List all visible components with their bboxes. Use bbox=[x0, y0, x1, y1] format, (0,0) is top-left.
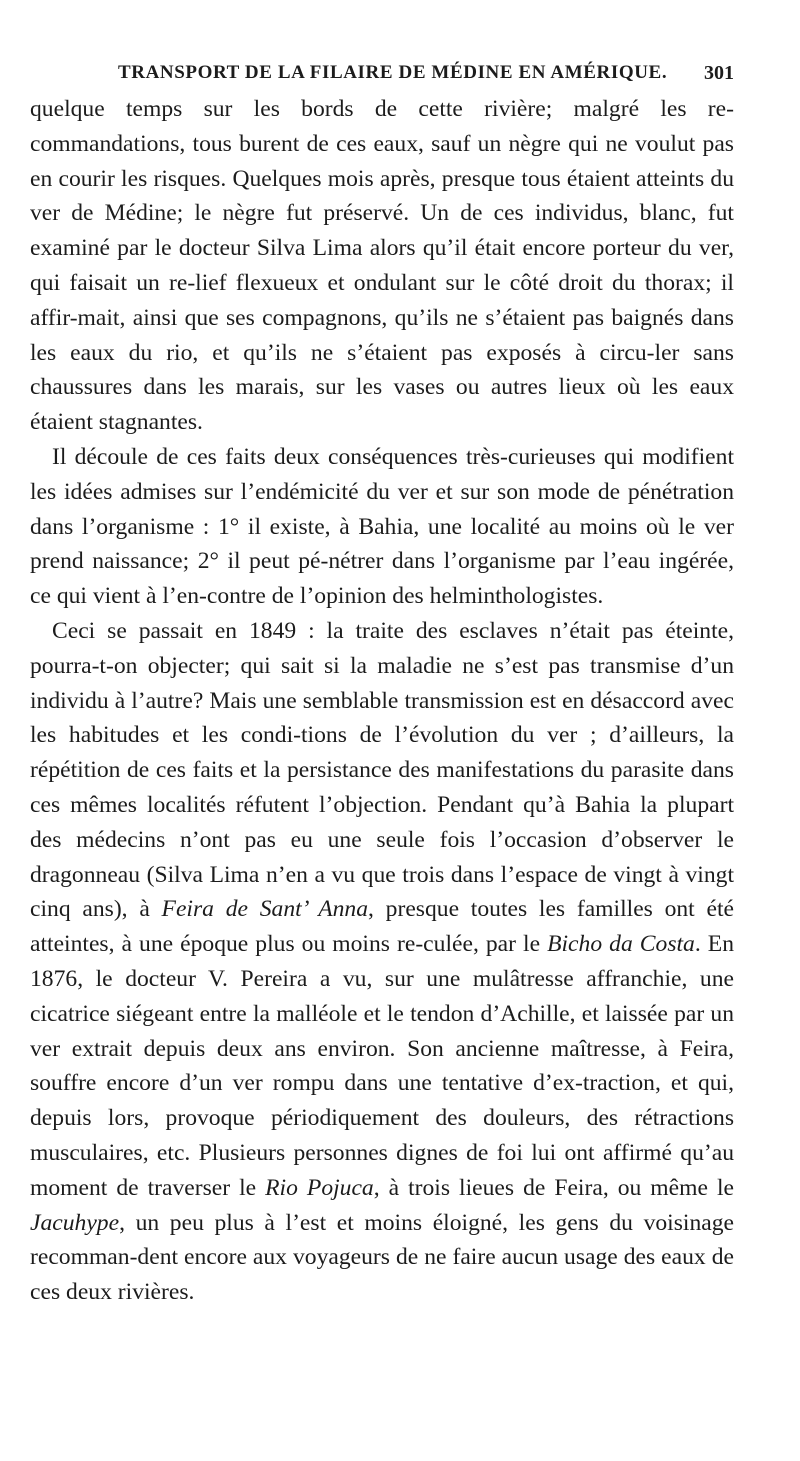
river-name-pojuca: Rio Pojuca bbox=[265, 1174, 374, 1201]
running-title: TRANSPORT DE LA FILAIRE DE MÉDINE EN AMÉRIQUE. bbox=[118, 62, 668, 83]
page-number: 301 bbox=[704, 62, 734, 84]
paragraph-1 bbox=[30, 92, 734, 440]
paragraph-3 bbox=[30, 614, 734, 1310]
paragraph-3-text: , à trois lieues de Feira, ou même le bbox=[373, 1174, 734, 1201]
paragraph-3-text: , un peu plus à l’est et moins éloigné, les gens du voisinage recomman-dent encore aux voyageurs de ne faire aucun usage des eaux de ces deux rivières. bbox=[30, 1209, 734, 1306]
paragraph-1-text: quelque temps sur les bords de cette rivière; malgré les re-commandations, tous burent de ces eaux, sauf un nègre qui ne voulut pas en courir les risques. Quelques mois après, presque tous étaient atteints du ver de Médine; le nègre fut préservé. Un de ces individus, blanc, fut examiné par le docteur Silva Lima alors qu’il était encore porteur du ver, qui faisait un re-lief flexueux et ondulant sur le côté droit du thorax; il affir-mait, ainsi que ses compagnons, qu’ils ne s’étaient pas baignés dans les eaux du rio, et qu’ils ne s’étaient pas exposés à circu-ler sans chaussures dans les marais, sur les vases ou autres lieux où les eaux étaient stagnantes. bbox=[30, 96, 734, 436]
paragraph-2 bbox=[30, 440, 734, 614]
paragraph-3-text: . En 1876, le docteur V. Pereira a vu, sur une mulâtresse affranchie, une cicatrice siégeant entre la malléole et le tendon d’Achille, et laissée par un ver extrait depuis deux ans environ. Son ancienne maîtresse, à Feira, souffre encore d’un ver rompu dans une tentative d’ex-traction, et qui, depuis lors, provoque périodiquement des douleurs, des rétractions musculaires, etc. Plusieurs personnes dignes de foi lui ont affirmé qu’au moment de traverser le bbox=[30, 931, 734, 1201]
river-name-jacuhype: Jacuhype bbox=[30, 1209, 120, 1236]
running-head bbox=[30, 62, 734, 90]
paragraph-3-text: Ceci se passait en 1849 : la traite des esclaves n’était pas éteinte, pourra-t-on objecter; qui sait si la maladie ne s’est pas transmise d’un individu à l’autre? Mais une semblable transmission est en désaccord avec les habitudes et les condi-tions de l’évolution du ver ; d’ailleurs, la répétition de ces faits et la persistance des manifestations du parasite dans ces mêmes localités réfutent l’objection. Pendant qu’à Bahia la plupart des médecins n’ont pas eu une seule fois l’occasion d’observer le dragonneau (Silva Lima n’en a vu que trois dans l’espace de vingt à vingt cinq ans), à bbox=[30, 617, 734, 923]
place-name-feira: Feira de Sant’ Anna bbox=[161, 896, 369, 923]
paragraph-3-text: , presque toutes les familles ont été atteintes, à une époque plus ou moins re-culée, par le bbox=[30, 896, 734, 958]
body-text bbox=[30, 92, 734, 1310]
paragraph-2-text: Il découle de ces faits deux conséquences très-curieuses qui modifient les idées admises sur l’endémicité du ver et sur son mode de pénétration dans l’organisme : 1° il existe, à Bahia, une localité au moins où le ver prend naissance; 2° il peut pé-nétrer dans l’organisme par l’eau ingérée, ce qui vient à l’en-contre de l’opinion des helminthologistes. bbox=[30, 443, 734, 610]
local-name-bicho-da-costa: Bicho da Costa bbox=[547, 931, 695, 958]
